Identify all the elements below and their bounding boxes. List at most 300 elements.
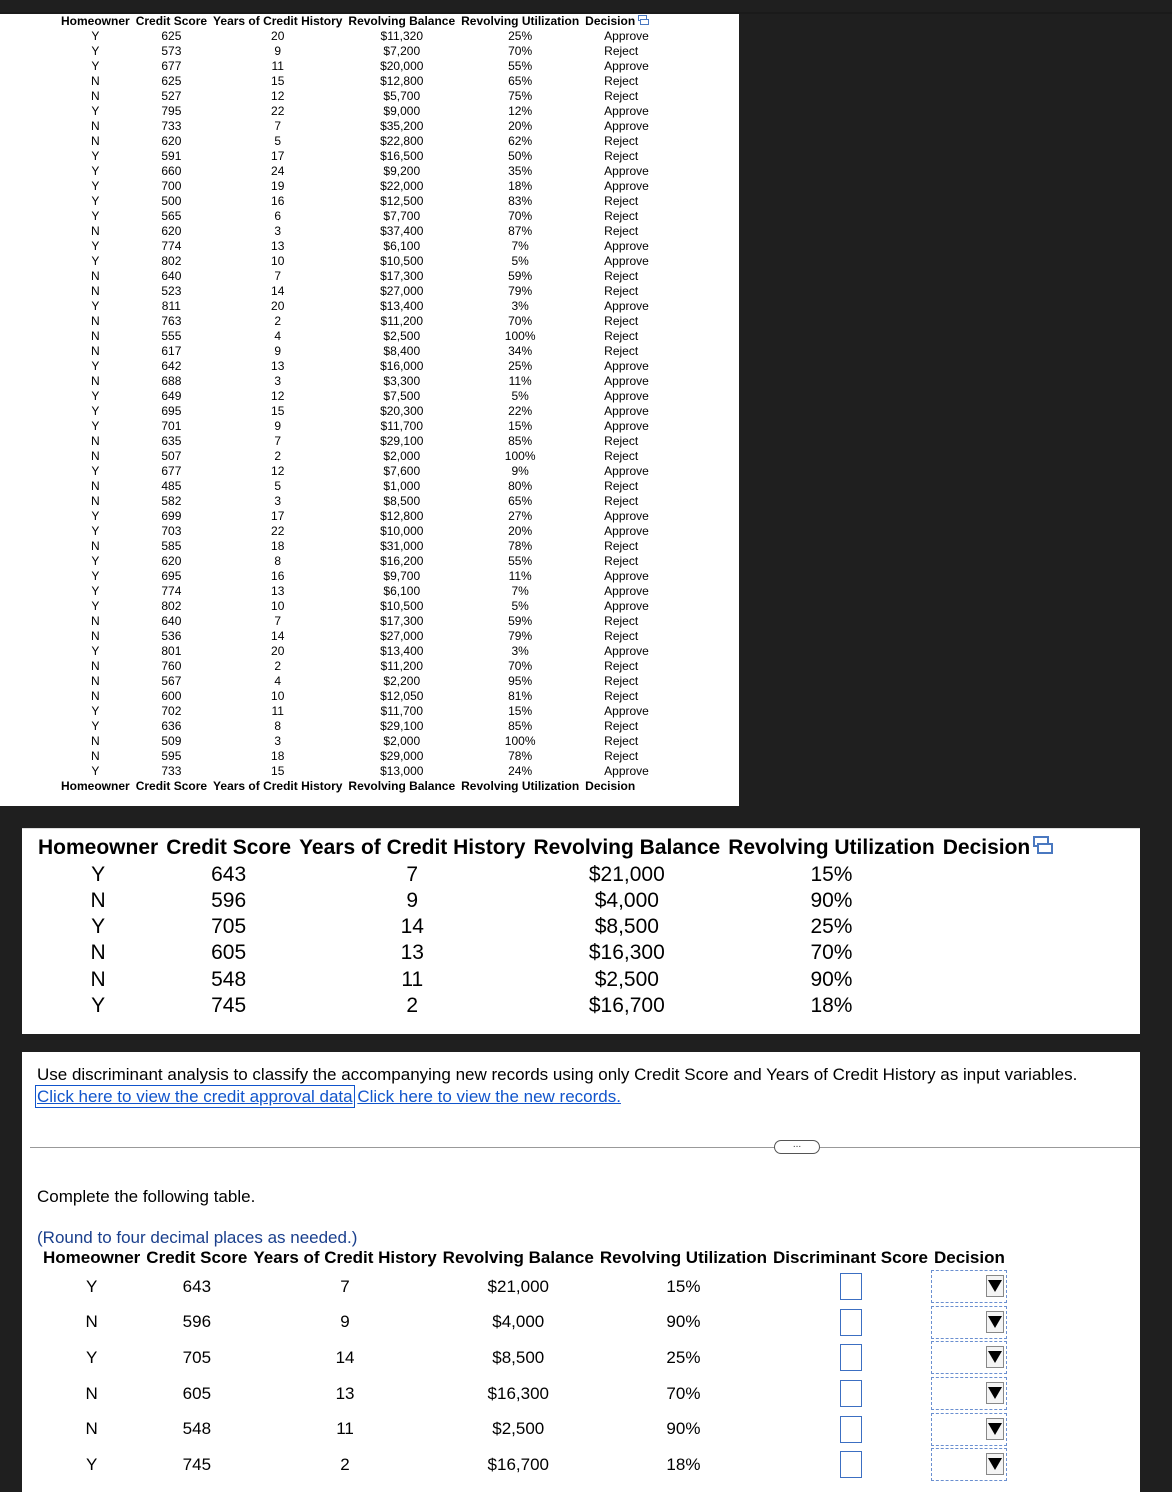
cell-revolving-balance: $9,000 [383,104,421,119]
cell-revolving-utilization: 85% [508,719,533,734]
dropdown-arrow-box[interactable] [986,1382,1004,1404]
cell-homeowner: N [91,479,100,494]
cell-homeowner: Y [91,104,100,119]
table-row [58,74,652,89]
ans-cell-homeowner: Y [85,1454,98,1474]
cell-credit-score: 591 [161,149,182,164]
cell-decision: Reject [604,344,639,359]
table-row [58,224,652,239]
cell-revolving-utilization: 59% [508,614,533,629]
cell-credit-score: 795 [161,104,182,119]
cell-decision: Reject [604,689,639,704]
cell-homeowner: N [91,674,100,689]
cell-years-history: 8 [274,554,282,569]
ans-cell-homeowner: N [85,1383,98,1403]
nr-cell-credit-score: 643 [211,862,247,886]
dropdown-arrow-icon[interactable] [988,1316,1002,1328]
cell-revolving-balance: $11,200 [380,659,424,674]
cell-decision: Reject [604,149,639,164]
cell-revolving-balance: $16,000 [380,359,424,374]
cell-homeowner: N [91,494,100,509]
table-row [58,314,652,329]
table-row [58,419,652,434]
cell-revolving-utilization: 83% [508,194,533,209]
cell-decision: Approve [604,359,649,374]
cell-credit-score: 801 [161,644,182,659]
table-row [58,554,652,569]
cell-revolving-balance: $37,400 [380,224,424,239]
cell-revolving-utilization: 27% [508,509,533,524]
nr-cell-years-history: 13 [400,941,424,965]
expand-more-button[interactable]: ... [774,1140,820,1154]
cell-credit-score: 536 [161,629,182,644]
ans-cell-years-history: 11 [336,1419,354,1439]
nr-cell-homeowner: N [90,941,106,965]
table-row [58,614,652,629]
ans-cell-homeowner: Y [85,1276,98,1296]
dropdown-arrow-icon[interactable] [988,1387,1002,1399]
discriminant-score-input[interactable] [840,1416,862,1443]
ans-cell-discriminant-score [770,1305,931,1341]
dropdown-arrow-icon[interactable] [988,1458,1002,1470]
table-row [58,194,652,209]
cell-years-history: 9 [274,344,282,359]
ans-cell-discriminant-score [770,1411,931,1447]
table-row [58,509,652,524]
answer-header-row [40,1247,1008,1269]
ans-cell-discriminant-score [770,1269,931,1305]
cell-credit-score: 695 [161,404,182,419]
cell-revolving-utilization: 25% [508,359,533,374]
cell-decision: Reject [604,269,639,284]
table-row [58,269,652,284]
nr-cell-homeowner: N [90,967,106,991]
dropdown-arrow-icon[interactable] [988,1423,1002,1435]
cell-decision: Approve [604,584,649,599]
cell-revolving-utilization: 87% [508,224,533,239]
footer-decision: Decision [585,779,636,794]
dropdown-arrow-box[interactable] [986,1275,1004,1297]
nr-cell-credit-score: 596 [211,888,247,912]
cell-decision: Reject [604,539,639,554]
section-divider [30,1147,1140,1148]
cell-revolving-utilization: 20% [508,119,533,134]
training-header-row [58,14,652,29]
cell-decision: Approve [604,464,649,479]
cell-years-history: 7 [274,269,282,284]
cell-credit-score: 500 [161,194,182,209]
cell-homeowner: Y [91,44,100,59]
cell-credit-score: 649 [161,389,182,404]
cell-revolving-utilization: 34% [508,344,533,359]
nr-cell-revolving-utilization: 15% [810,862,853,886]
cell-revolving-utilization: 70% [508,44,533,59]
cell-homeowner: N [91,269,100,284]
cell-decision: Approve [604,299,649,314]
discriminant-score-input[interactable] [840,1451,862,1478]
table-row [58,734,652,749]
cell-homeowner: Y [91,299,100,314]
copy-icon[interactable] [1033,835,1053,861]
cell-revolving-balance: $16,500 [380,149,424,164]
cell-homeowner: N [91,224,100,239]
copy-icon[interactable] [638,14,649,29]
cell-decision: Reject [604,44,639,59]
cell-years-history: 7 [274,614,282,629]
cell-decision: Approve [604,29,649,44]
cell-revolving-utilization: 15% [508,419,533,434]
table-row [58,389,652,404]
cell-credit-score: 625 [161,29,182,44]
nr-cell-decision [939,914,1058,940]
cell-revolving-utilization: 24% [508,764,533,779]
cell-revolving-balance: $29,100 [380,719,424,734]
cell-credit-score: 701 [161,419,182,434]
cell-revolving-balance: $11,320 [380,29,424,44]
nr-cell-revolving-balance: $4,000 [594,888,659,912]
cell-homeowner: Y [91,404,100,419]
table-row [58,689,652,704]
credit-approval-data-link[interactable]: Click here to view the credit approval data [37,1087,353,1106]
nr-cell-homeowner: Y [91,915,106,939]
cell-homeowner: N [91,539,100,554]
cell-credit-score: 509 [161,734,182,749]
cell-homeowner: N [91,119,100,134]
cell-revolving-utilization: 55% [508,554,533,569]
nr-header-homeowner: Homeowner [38,836,159,860]
cell-years-history: 3 [274,494,282,509]
cell-revolving-balance: $7,500 [383,389,421,404]
cell-revolving-balance: $12,500 [380,194,424,209]
cell-credit-score: 802 [161,599,182,614]
table-row [58,359,652,374]
cell-credit-score: 565 [161,209,182,224]
cell-homeowner: N [91,749,100,764]
cell-homeowner: Y [91,359,100,374]
cell-revolving-balance: $5,700 [383,89,421,104]
cell-decision: Approve [604,524,649,539]
cell-credit-score: 573 [161,44,182,59]
discriminant-score-input[interactable] [840,1344,862,1371]
ans-cell-credit-score: 548 [182,1419,212,1439]
ans-cell-credit-score: 643 [182,1276,212,1296]
cell-revolving-utilization: 75% [508,89,533,104]
ans-cell-years-history: 13 [335,1383,355,1403]
cell-credit-score: 703 [161,524,182,539]
cell-revolving-balance: $12,800 [380,509,424,524]
nr-cell-revolving-balance: $8,500 [594,915,659,939]
ans-cell-years-history: 2 [340,1454,350,1474]
cell-homeowner: Y [91,509,100,524]
cell-decision: Reject [604,479,639,494]
cell-revolving-utilization: 11% [508,569,532,584]
ans-cell-revolving-balance: $16,300 [487,1383,549,1403]
cell-revolving-balance: $13,000 [380,764,424,779]
ans-cell-decision [931,1305,1008,1341]
ans-cell-decision [931,1269,1008,1305]
discriminant-score-input[interactable] [840,1273,862,1300]
nr-cell-decision [939,862,1058,888]
cell-revolving-balance: $31,000 [380,539,424,554]
cell-decision: Reject [604,734,639,749]
table-row [58,179,652,194]
cell-revolving-balance: $7,200 [383,44,421,59]
cell-revolving-utilization: 55% [508,59,533,74]
cell-homeowner: Y [91,164,100,179]
cell-credit-score: 763 [161,314,182,329]
cell-revolving-utilization: 5% [511,599,529,614]
cell-homeowner: Y [91,239,100,254]
cell-revolving-balance: $6,100 [383,584,421,599]
cell-years-history: 2 [274,659,282,674]
table-row [58,164,652,179]
nr-header-decision [939,835,1058,862]
cell-decision: Reject [604,314,639,329]
cell-revolving-balance: $16,200 [380,554,424,569]
cell-revolving-utilization: 79% [508,284,533,299]
cell-credit-score: 811 [161,299,181,314]
cell-decision: Reject [604,494,639,509]
cell-years-history: 13 [271,359,285,374]
nr-cell-decision [939,967,1058,993]
table-row [58,524,652,539]
cell-years-history: 20 [271,29,285,44]
cell-homeowner: Y [91,584,100,599]
table-row [58,494,652,509]
table-row [58,329,652,344]
nr-cell-revolving-utilization: 25% [810,915,853,939]
cell-years-history: 12 [271,389,285,404]
cell-homeowner: N [91,374,100,389]
cell-decision: Reject [604,749,639,764]
ans-cell-decision [931,1447,1008,1483]
training-footer-row [58,779,652,794]
cell-years-history: 9 [274,419,282,434]
cell-credit-score: 695 [161,569,182,584]
nr-cell-decision [939,940,1058,966]
table-row [58,59,652,74]
decision-dropdown[interactable] [931,1341,1007,1374]
cell-homeowner: Y [91,644,100,659]
cell-revolving-utilization: 20% [508,524,533,539]
cell-homeowner: Y [91,554,100,569]
cell-decision: Reject [604,449,639,464]
cell-credit-score: 485 [161,479,182,494]
cell-homeowner: N [91,614,100,629]
new-record-row [34,914,1057,940]
cell-revolving-balance: $22,000 [380,179,424,194]
table-row [58,284,652,299]
ans-cell-revolving-utilization: 90% [666,1419,701,1439]
decision-dropdown[interactable] [931,1413,1007,1446]
cell-homeowner: Y [91,764,100,779]
ans-cell-revolving-utilization: 25% [666,1347,701,1367]
cell-years-history: 11 [271,704,284,719]
cell-homeowner: Y [91,524,100,539]
cell-credit-score: 523 [161,284,182,299]
cell-decision: Approve [604,599,649,614]
footer-homeowner: Homeowner [61,779,130,794]
cell-years-history: 5 [274,134,282,149]
cell-homeowner: Y [91,389,100,404]
cell-credit-score: 527 [161,89,182,104]
ans-header-discriminant-score: Discriminant Score [773,1248,928,1267]
cell-revolving-balance: $11,700 [380,419,424,434]
cell-revolving-balance: $27,000 [380,629,424,644]
dropdown-arrow-box[interactable] [986,1346,1004,1368]
discriminant-score-input[interactable] [840,1380,862,1407]
decision-dropdown[interactable] [931,1306,1007,1339]
table-row [58,539,652,554]
cell-revolving-utilization: 18% [508,179,533,194]
table-row [58,449,652,464]
ans-cell-homeowner: N [85,1312,98,1332]
cell-credit-score: 677 [161,59,182,74]
cell-revolving-balance: $20,300 [380,404,424,419]
dropdown-arrow-icon[interactable] [988,1351,1002,1363]
cell-revolving-balance: $7,700 [383,209,421,224]
cell-revolving-utilization: 78% [508,749,533,764]
cell-homeowner: N [91,329,100,344]
cell-years-history: 10 [271,254,285,269]
cell-revolving-utilization: 7% [511,239,529,254]
cell-revolving-balance: $10,000 [380,524,424,539]
cell-revolving-balance: $8,500 [383,494,421,509]
question-instruction: Use discriminant analysis to classify the accompanying new records using only Credit Score and Years of Credit History as input variables. [37,1065,1078,1084]
cell-credit-score: 635 [161,434,182,449]
nr-cell-homeowner: Y [91,994,106,1018]
cell-revolving-utilization: 5% [511,254,529,269]
col-header-decision-label: Decision [585,14,636,28]
cell-years-history: 5 [274,479,282,494]
nr-cell-revolving-balance: $16,300 [588,941,665,965]
new-records-table [34,835,1057,1019]
cell-years-history: 22 [271,104,285,119]
cell-revolving-utilization: 70% [508,209,533,224]
nr-cell-decision [939,993,1058,1019]
cell-revolving-utilization: 59% [508,269,533,284]
cell-years-history: 4 [274,674,282,689]
complete-table-instruction: Complete the following table. [37,1187,256,1206]
cell-decision: Reject [604,629,639,644]
cell-revolving-utilization: 5% [511,389,529,404]
cell-revolving-balance: $29,000 [380,749,424,764]
cell-revolving-utilization: 70% [508,659,533,674]
cell-revolving-balance: $2,000 [383,449,421,464]
cell-homeowner: N [91,434,100,449]
cell-decision: Approve [604,569,649,584]
cell-decision: Approve [604,704,649,719]
cell-revolving-balance: $12,800 [380,74,424,89]
cell-revolving-utilization: 9% [511,464,529,479]
ans-cell-revolving-balance: $21,000 [487,1276,549,1296]
cell-years-history: 13 [271,239,285,254]
cell-homeowner: Y [91,149,100,164]
cell-years-history: 24 [271,164,285,179]
cell-decision: Approve [604,374,649,389]
cell-decision: Approve [604,179,649,194]
table-row [58,644,652,659]
decision-dropdown[interactable] [931,1270,1007,1303]
cell-credit-score: 640 [161,614,182,629]
ans-cell-credit-score: 745 [182,1454,212,1474]
ans-cell-decision [931,1411,1008,1447]
cell-credit-score: 688 [161,374,182,389]
answer-row [40,1269,1008,1305]
ans-cell-discriminant-score [770,1376,931,1412]
cell-years-history: 12 [271,89,285,104]
new-records-header-row [34,835,1057,862]
cell-homeowner: Y [91,599,100,614]
discriminant-score-input[interactable] [840,1309,862,1336]
cell-years-history: 17 [271,149,285,164]
cell-revolving-utilization: 79% [508,629,533,644]
cell-credit-score: 700 [161,179,182,194]
dropdown-arrow-box[interactable] [986,1418,1004,1440]
cell-years-history: 7 [274,119,282,134]
cell-decision: Reject [604,134,639,149]
cell-revolving-balance: $2,000 [383,734,421,749]
decision-dropdown[interactable] [931,1448,1007,1481]
cell-years-history: 3 [274,224,282,239]
dropdown-arrow-box[interactable] [986,1453,1004,1475]
nr-header-credit-score: Credit Score [166,836,292,860]
nr-cell-credit-score: 705 [211,915,247,939]
nr-cell-revolving-utilization: 90% [810,967,853,991]
new-record-row [34,888,1057,914]
cell-revolving-balance: $13,400 [380,644,424,659]
dropdown-arrow-box[interactable] [986,1311,1004,1333]
table-row [58,29,652,44]
cell-revolving-utilization: 22% [508,404,533,419]
decision-dropdown[interactable] [931,1377,1007,1410]
cell-decision: Approve [604,389,649,404]
ans-cell-revolving-balance: $16,700 [487,1454,549,1474]
ans-cell-years-history: 14 [335,1347,355,1367]
table-row [58,629,652,644]
cell-years-history: 10 [271,689,285,704]
cell-credit-score: 642 [161,359,182,374]
cell-homeowner: Y [91,464,100,479]
cell-credit-score: 617 [161,344,182,359]
ans-header-revolving-utilization: Revolving Utilization [599,1248,768,1267]
cell-decision: Reject [604,719,639,734]
cell-homeowner: Y [91,254,100,269]
new-record-row [34,940,1057,966]
new-records-link[interactable]: Click here to view the new records. [357,1087,621,1106]
ans-header-decision: Decision [933,1248,1005,1267]
ans-cell-revolving-balance: $4,000 [492,1312,545,1332]
cell-homeowner: Y [91,704,100,719]
cell-revolving-utilization: 62% [508,134,533,149]
cell-revolving-utilization: 65% [508,494,533,509]
table-row [58,764,652,779]
ans-cell-discriminant-score [770,1340,931,1376]
cell-credit-score: 585 [161,539,182,554]
table-row [58,674,652,689]
cell-revolving-utilization: 85% [508,434,533,449]
cell-years-history: 3 [274,734,282,749]
cell-revolving-utilization: 15% [508,704,533,719]
footer-revolving-utilization: Revolving Utilization [461,779,580,794]
ans-header-credit-score: Credit Score [146,1248,248,1267]
answer-body [40,1269,1008,1483]
dropdown-arrow-icon[interactable] [988,1280,1002,1292]
table-row [58,149,652,164]
ans-cell-homeowner: Y [85,1347,98,1367]
cell-years-history: 14 [271,629,285,644]
cell-revolving-balance: $1,000 [383,479,421,494]
